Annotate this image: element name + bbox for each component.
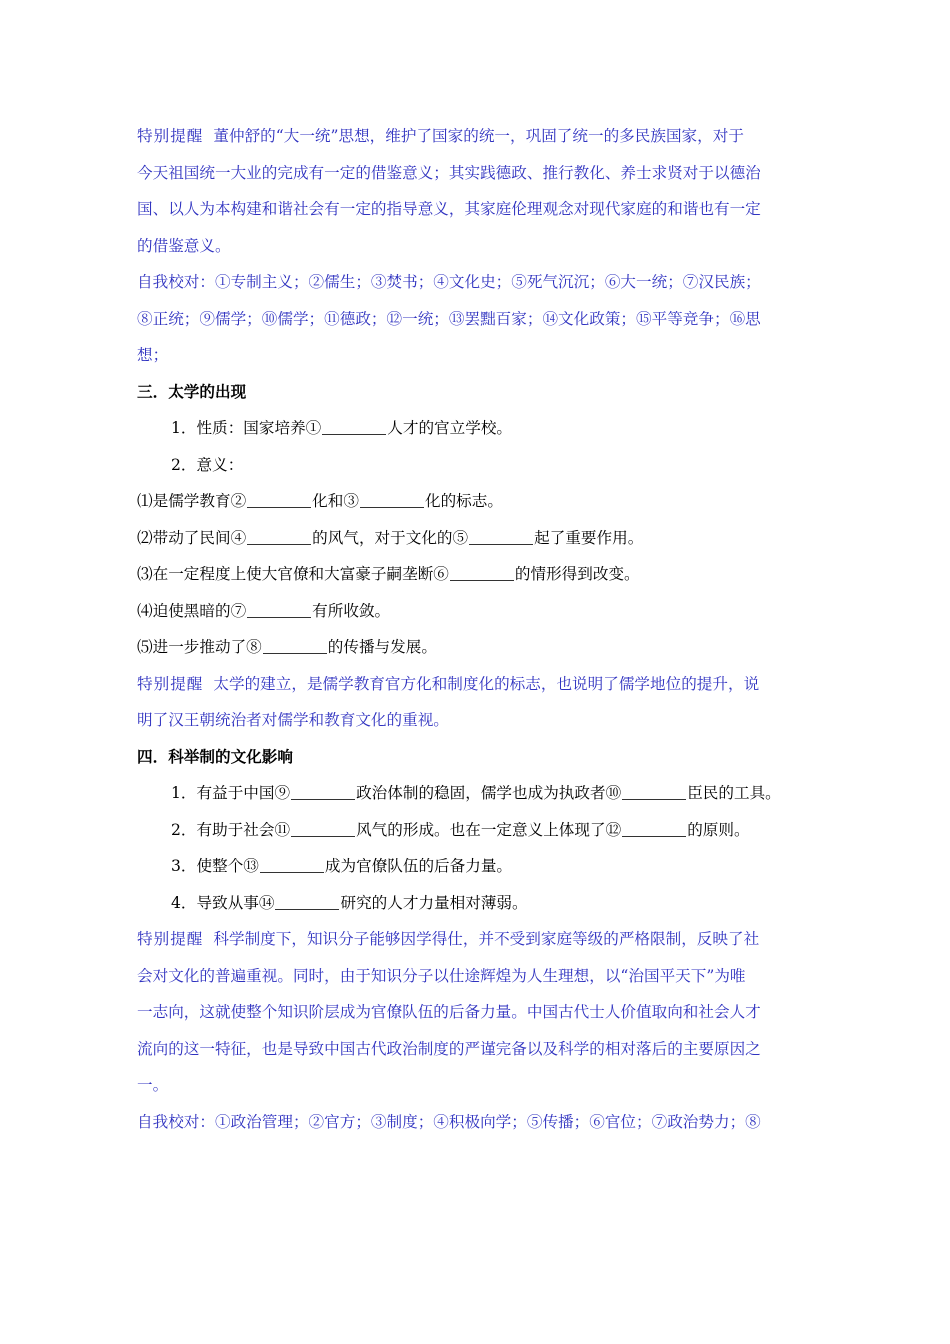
reminder-line: 明了汉王朝统治者对儒学和教育文化的重视。 xyxy=(137,711,449,729)
question-item: 1．性质：国家培养① 人才的官立学校。 xyxy=(171,419,513,437)
section-heading: 四．科举制的文化影响 xyxy=(137,746,293,766)
answer-blank[interactable] xyxy=(247,530,311,545)
answer-blank[interactable] xyxy=(275,895,339,910)
reminder-label: 特别提醒 xyxy=(137,930,204,948)
reminder-line: 一。 xyxy=(137,1076,169,1094)
reminder-label: 特别提醒 xyxy=(137,127,204,145)
question-item: 2．有助于社会⑪ 风气的形成。也在一定意义上体现了⑫ 的原则。 xyxy=(171,820,750,839)
self-check-line: ⑧正统；⑨儒学；⑩儒学；⑪德政；⑫一统；⑬罢黜百家；⑭文化政策；⑮平等竞争；⑯思 xyxy=(137,309,761,328)
reminder-line: 会对文化的普遍重视。同时，由于知识分子以仕途辉煌为人生理想，以“治国平天下”为唯 xyxy=(137,966,746,985)
reminder-line: 流向的这一特征，也是导致中国古代政治制度的严谨完备以及科学的相对落后的主要原因之 xyxy=(137,1039,761,1058)
section-heading: 三．太学的出现 xyxy=(137,381,247,401)
reminder-line: 的借鉴意义。 xyxy=(137,236,231,255)
reminder-line: 国、以人为本构建和谐社会有一定的指导意义，其家庭伦理观念对现代家庭的和谐也有一定 xyxy=(137,200,761,218)
reminder-line: 特别提醒 太学的建立，是儒学教育官方化和制度化的标志，也说明了儒学地位的提升，说 xyxy=(137,674,760,693)
sub-item: ⑴是儒学教育② 化和③ 化的标志。 xyxy=(137,492,503,510)
reminder-line: 今天祖国统一大业的完成有一定的借鉴意义；其实践德政、推行教化、养士求贤对于以德治 xyxy=(137,163,761,182)
answer-blank[interactable] xyxy=(247,493,311,508)
sub-item: ⑸进一步推动了⑧ 的传播与发展。 xyxy=(137,638,437,656)
answer-blank[interactable] xyxy=(291,822,355,837)
answer-blank[interactable] xyxy=(260,858,324,873)
answer-blank[interactable] xyxy=(263,639,327,654)
answer-blank[interactable] xyxy=(469,530,533,545)
self-check-line: 想； xyxy=(137,346,169,364)
self-check-line: 自我校对：①政治管理；②官方；③制度；④积极向学；⑤传播；⑥官位；⑦政治势力；⑧ xyxy=(137,1112,761,1131)
reminder-label: 特别提醒 xyxy=(137,674,204,693)
answer-blank[interactable] xyxy=(291,785,355,800)
reminder-line: 特别提醒 董仲舒的“大一统”思想，维护了国家的统一，巩固了统一的多民族国家，对于 xyxy=(137,127,744,145)
question-item: 2．意义： xyxy=(171,455,244,474)
document-page xyxy=(137,118,817,1140)
sub-item: ⑵带动了民间④ 的风气，对于文化的⑤ 起了重要作用。 xyxy=(137,528,644,547)
reminder-line: 特别提醒 科学制度下，知识分子能够因学得仕，并不受到家庭等级的严格限制，反映了社 xyxy=(137,930,760,948)
question-item: 1．有益于中国⑨ 政治体制的稳固，儒学也成为执政者⑩ 臣民的工具。 xyxy=(171,784,781,802)
answer-blank[interactable] xyxy=(247,603,311,618)
self-check-line: 自我校对：①专制主义；②儒生；③焚书；④文化史；⑤死气沉沉；⑥大一统；⑦汉民族； xyxy=(137,273,761,291)
sub-item: ⑶在一定程度上使大官僚和大富豪子嗣垄断⑥ 的情形得到改变。 xyxy=(137,565,640,583)
answer-blank[interactable] xyxy=(450,566,514,581)
reminder-line: 一志向，这就使整个知识阶层成为官僚队伍的后备力量。中国古代士人价值取向和社会人才 xyxy=(137,1003,761,1021)
answer-blank[interactable] xyxy=(622,822,686,837)
answer-blank[interactable] xyxy=(322,420,386,435)
answer-blank[interactable] xyxy=(360,493,424,508)
answer-blank[interactable] xyxy=(622,785,686,800)
sub-item: ⑷迫使黑暗的⑦ 有所收敛。 xyxy=(137,601,391,620)
question-item: 3．使整个⑬ 成为官僚队伍的后备力量。 xyxy=(171,857,513,875)
question-item: 4．导致从事⑭ 研究的人才力量相对薄弱。 xyxy=(171,893,528,912)
